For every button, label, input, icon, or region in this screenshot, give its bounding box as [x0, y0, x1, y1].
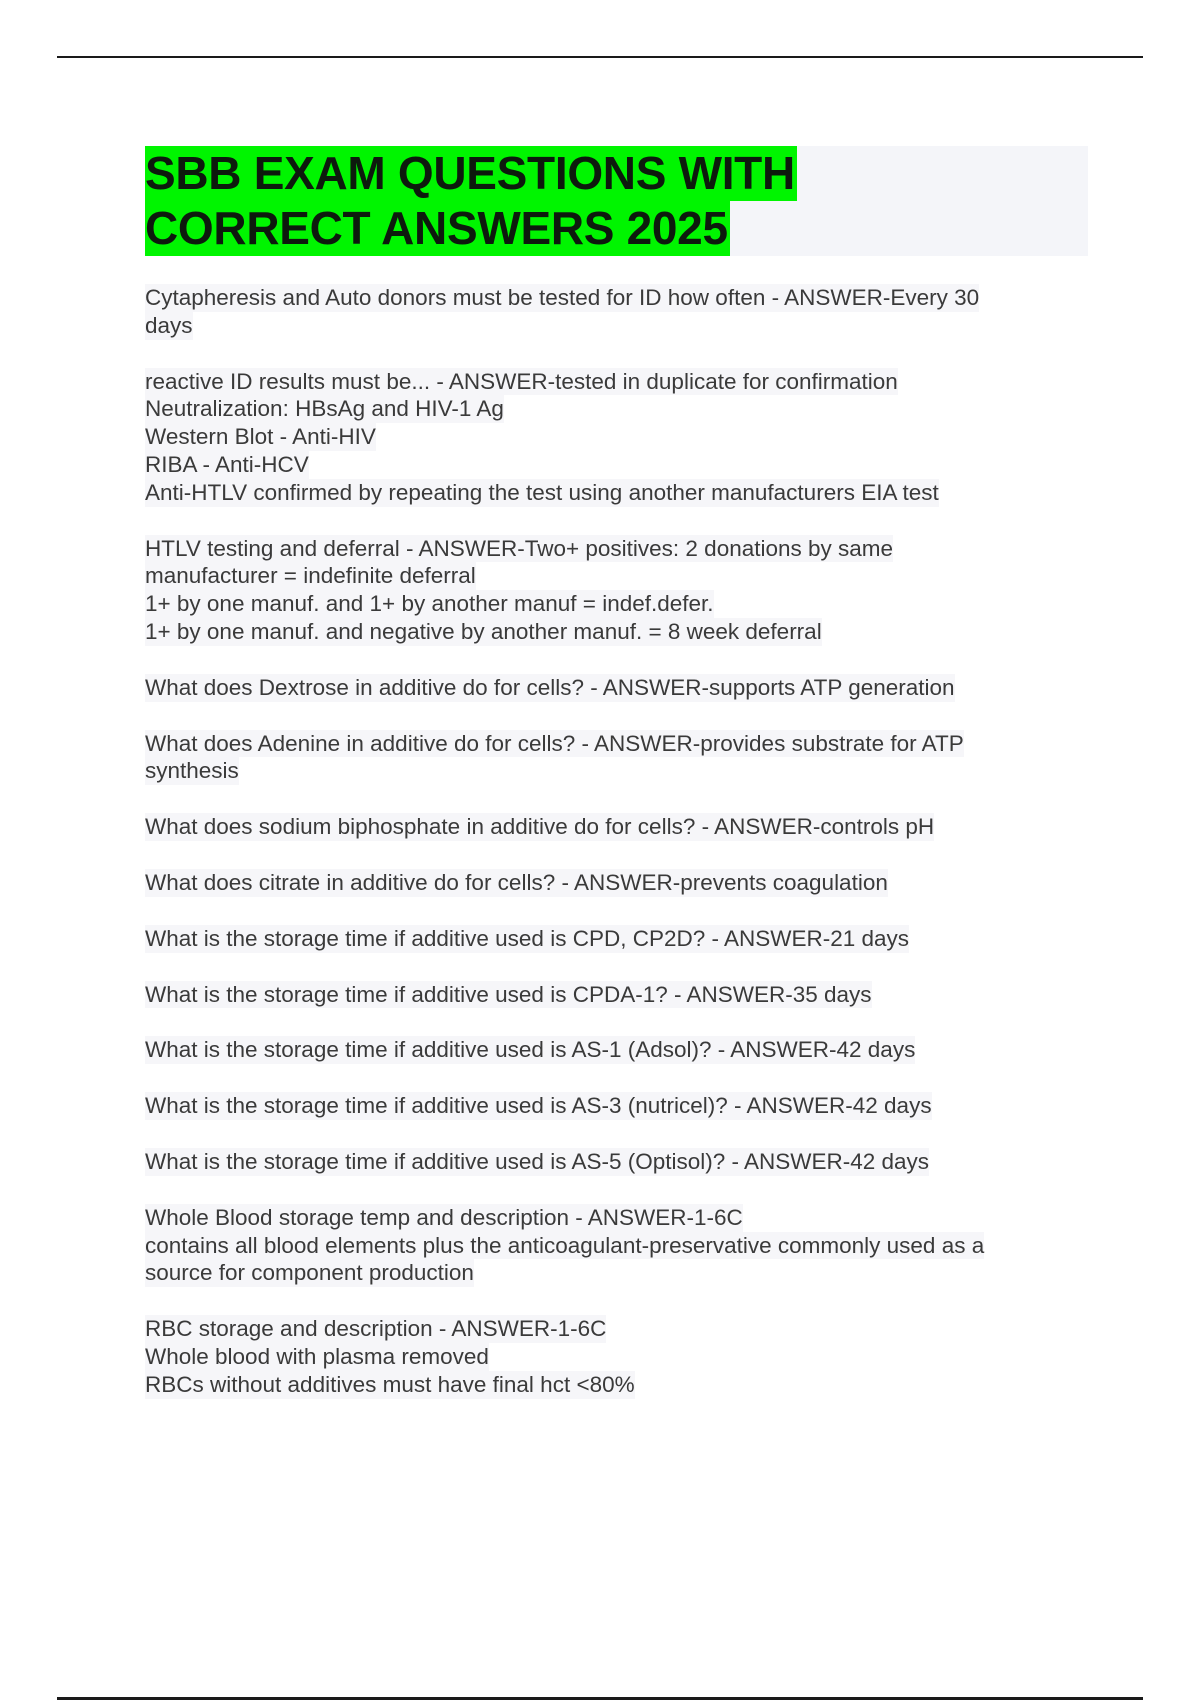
- qa-text-line: What does citrate in additive do for cells? - ANSWER-prevents coagulation: [145, 869, 888, 895]
- qa-item: [145, 925, 1080, 953]
- qa-item: [145, 284, 1080, 340]
- qa-item: [145, 869, 1080, 897]
- qa-item: [145, 1036, 1080, 1064]
- qa-text-line: What is the storage time if additive used is AS-3 (nutricel)? - ANSWER-42 days: [145, 1093, 932, 1119]
- qa-item: [145, 813, 1080, 841]
- document-title-line-1: SBB EXAM QUESTIONS WITH: [145, 147, 795, 199]
- qa-text-line: Whole blood with plasma removed: [145, 1343, 489, 1369]
- qa-text-line: What does Adenine in additive do for cells? - ANSWER-provides substrate for ATP: [145, 730, 964, 756]
- qa-item: [145, 981, 1080, 1009]
- qa-text-line: Neutralization: HBsAg and HIV-1 Ag: [145, 396, 504, 422]
- qa-text-line: RBCs without additives must have final hct <80%: [145, 1371, 635, 1397]
- qa-text-line: 1+ by one manuf. and 1+ by another manuf = indef.defer.: [145, 591, 714, 617]
- qa-text-line: manufacturer = indefinite deferral: [145, 563, 476, 589]
- qa-text-line: contains all blood elements plus the anticoagulant-preservative commonly used as a: [145, 1232, 985, 1258]
- qa-text-line: days: [145, 312, 193, 338]
- qa-text-line: source for component production: [145, 1260, 474, 1286]
- qa-text-line: What does sodium biphosphate in additive do for cells? - ANSWER-controls pH: [145, 814, 935, 840]
- qa-item: [145, 1204, 1080, 1287]
- qa-text-line: What is the storage time if additive used is CPDA-1? - ANSWER-35 days: [145, 981, 872, 1007]
- qa-item: [145, 368, 1080, 507]
- qa-item: [145, 730, 1080, 786]
- qa-text-line: What is the storage time if additive used is CPD, CP2D? - ANSWER-21 days: [145, 925, 910, 951]
- qa-text-line: Cytapheresis and Auto donors must be tested for ID how often - ANSWER-Every 30: [145, 285, 980, 310]
- qa-text-line: Anti-HTLV confirmed by repeating the test using another manufacturers EIA test: [145, 479, 939, 505]
- qa-item: [145, 535, 1080, 646]
- qa-text-line: What does Dextrose in additive do for cells? - ANSWER-supports ATP generation: [145, 674, 955, 700]
- qa-text-line: synthesis: [145, 758, 239, 784]
- document-title-line-2: CORRECT ANSWERS 2025: [145, 202, 728, 254]
- qa-text-line: RIBA - Anti-HCV: [145, 451, 309, 477]
- qa-item: [145, 674, 1080, 702]
- qa-text-line: Whole Blood storage temp and description - ANSWER-1-6C: [145, 1204, 743, 1230]
- qa-text-line: HTLV testing and deferral - ANSWER-Two+ positives: 2 donations by same: [145, 535, 894, 561]
- qa-text-line: RBC storage and description - ANSWER-1-6C: [145, 1316, 607, 1342]
- qa-text-line: What is the storage time if additive used is AS-1 (Adsol)? - ANSWER-42 days: [145, 1037, 916, 1063]
- qa-item: [145, 1092, 1080, 1120]
- qa-item: [145, 1148, 1080, 1176]
- qa-item: [145, 1315, 1080, 1398]
- qa-list: [145, 284, 1080, 1427]
- qa-text-line: What is the storage time if additive used is AS-5 (Optisol)? - ANSWER-42 days: [145, 1148, 930, 1174]
- qa-text-line: reactive ID results must be... - ANSWER-tested in duplicate for confirmation: [145, 368, 898, 394]
- qa-text-line: 1+ by one manuf. and negative by another manuf. = 8 week deferral: [145, 618, 822, 644]
- qa-text-line: Western Blot - Anti-HIV: [145, 424, 376, 450]
- top-rule: [57, 56, 1143, 58]
